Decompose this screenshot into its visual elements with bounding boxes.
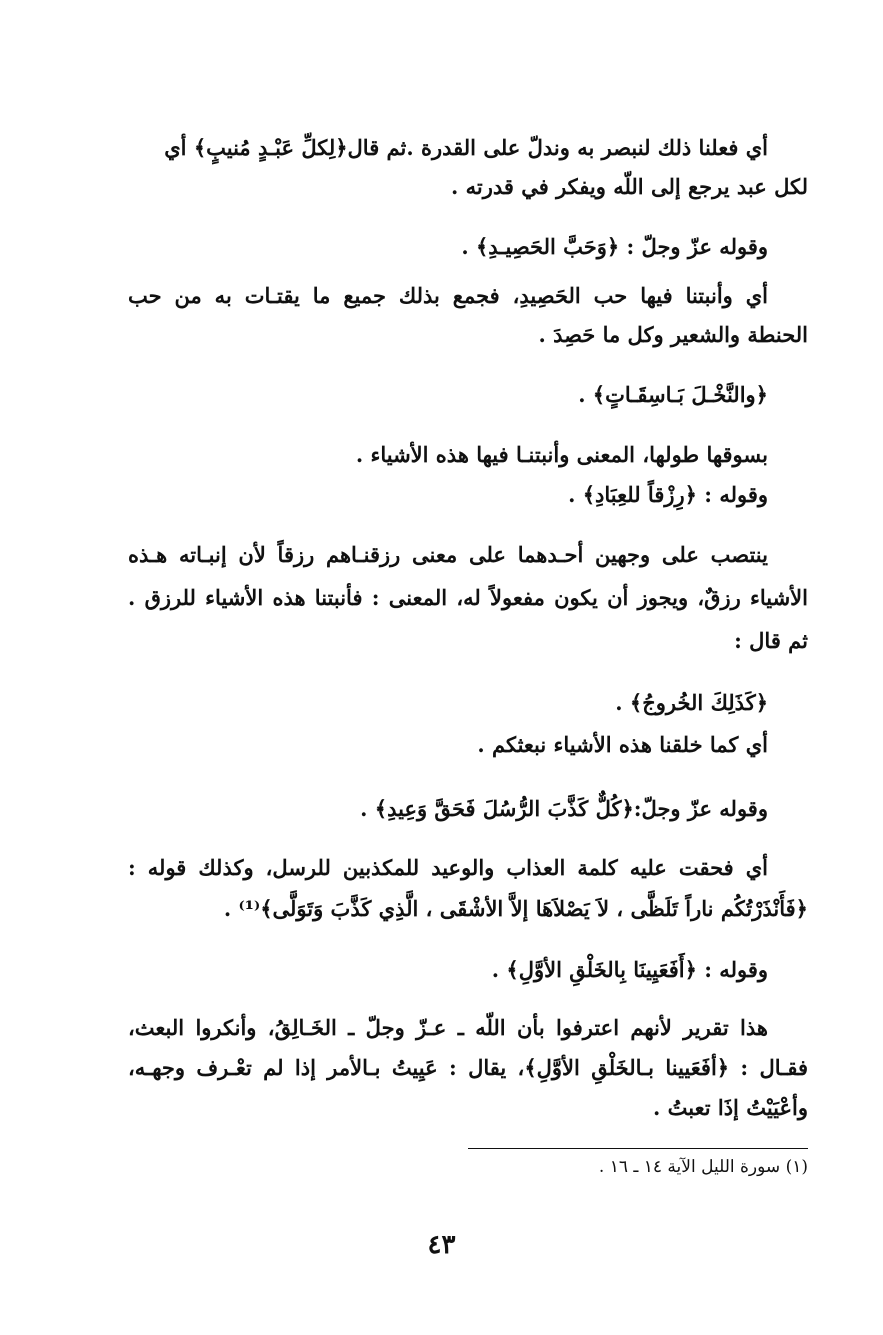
text-line-17: وقوله : ﴿أَفَعَيِينَا بِالخَلْقِ الأوَّلِ﴾ . <box>491 957 768 982</box>
text-line-2: لكل عبد يرجع إلى اللّه ويفكر في قدرته . <box>451 174 808 199</box>
text-line-10: الأشياء رزقٌ، ويجوز أن يكون مفعولاً له، المعنى : فأنبتنا هذه الأشياء للرزق . <box>128 585 808 610</box>
page-number: ٤٣ <box>427 1230 456 1260</box>
text-line-13: أي كما خلقنا هذه الأشياء نبعثكم . <box>477 732 768 757</box>
text-line-1: أي فعلنا ذلك لنبصر به وندلّ على القدرة .ثم قال﴿لِكلِّ عَبْـدٍ مُنيبٍ﴾ أي <box>164 135 768 160</box>
text-line-4: أي وأنبتنا فيها حب الحَصِيدِ، فجمع بذلك جميع ما يقتـات به من حب <box>128 283 768 308</box>
text-line-7: بسوقها طولها، المعنى وأنبتنـا فيها هذه الأشياء . <box>355 442 768 467</box>
text-line-8: وقوله : ﴿رِزْقاً للعِبَادِ﴾ . <box>568 482 768 507</box>
text-line-11: ثم قال : <box>734 628 808 653</box>
text-line-9: ينتصب على وجهين أحـدهما على معنى رزقنـاهم رزقاً لأن إنبـاته هـذه <box>128 542 768 567</box>
footnote: (١) سورة الليل الآية ١٤ ـ ١٦ . <box>598 1157 808 1177</box>
text-line-6: ﴿والنَّخْـلَ بَـاسِقَـاتٍ﴾ . <box>578 382 768 407</box>
text-line-12: ﴿كَذَلِكَ الخُروجُ﴾ . <box>615 690 768 715</box>
text-line-19: فقـال : ﴿أفَعَيينا بـالخَلْقِ الأوَّلِ﴾، يقال : عَيِيتُ بـالأمر إذا لم تعْـرف وجهـه، <box>128 1055 808 1080</box>
text-line-15: أي فحقت عليه كلمة العذاب والوعيد للمكذبين للرسل، وكذلك قوله : <box>128 855 768 880</box>
text-line-16: ﴿فَأَنْذَرْتُكُم ناراً تَلَظَّى ، لاَ يَصْلاَهَا إلاَّ الأشْقَى ، الَّذِي كَذَّبَ وَتَوَلَّى﴾⁽¹⁾ . <box>223 896 808 921</box>
text-line-3: وقوله عزّ وجلّ : ﴿وَحَبَّ الحَصِيـدِ﴾ . <box>461 234 768 259</box>
footnote-divider <box>468 1148 808 1149</box>
text-line-20: وأعْيَيْتُ إذَا تعبتُ . <box>653 1095 808 1120</box>
text-line-5: الحنطة والشعير وكل ما حَصِدَ . <box>538 322 808 347</box>
text-line-18: هذا تقرير لأنهم اعترفوا بأن اللّه ـ عـزّ وجلّ ـ الخَـالِقُ، وأنكروا البعث، <box>128 1015 768 1040</box>
text-line-14: وقوله عزّ وجلّ:﴿كُلٌّ كَذَّبَ الرُّسُلَ فَحَقَّ وَعِيدِ﴾ . <box>360 796 768 821</box>
